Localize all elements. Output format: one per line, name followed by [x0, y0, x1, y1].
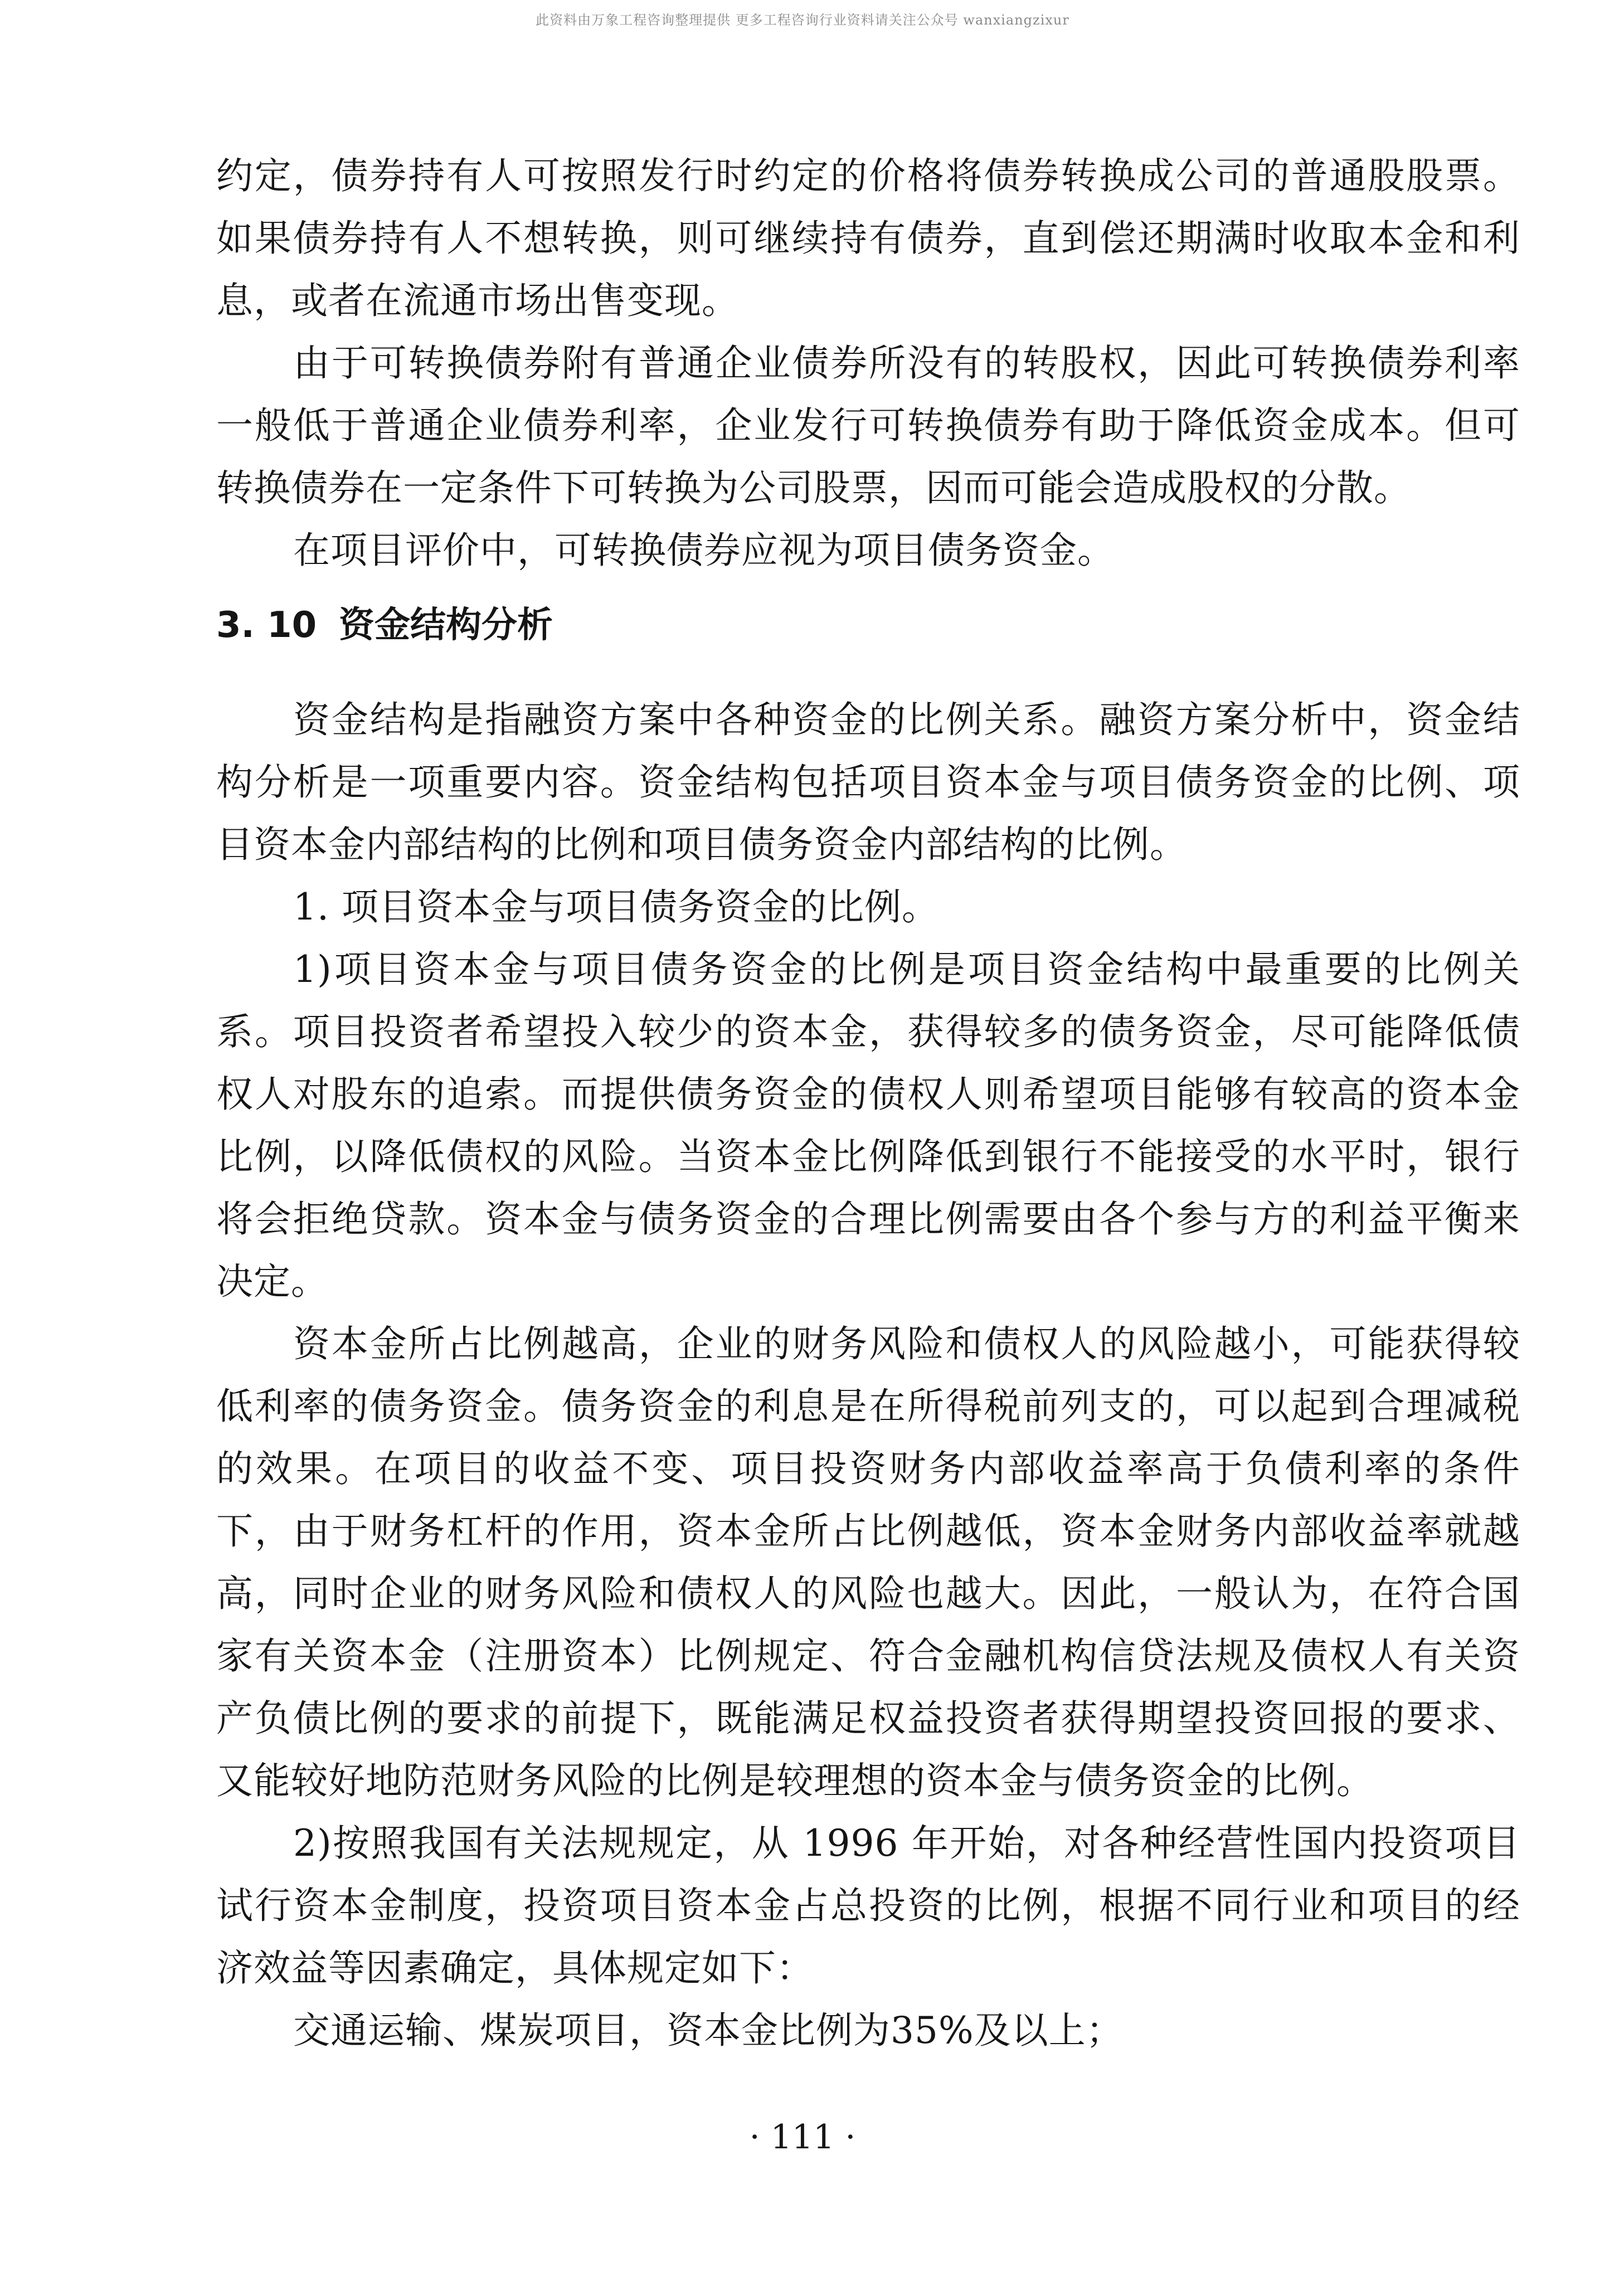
- paragraph-regulations-1996: 2)按照我国有关法规规定，从 1996 年开始，对各种经营性国内投资项目试行资本金制度，投资项目资本金占总投资的比例，根据不同行业和项目的经济效益等因素确定，具体规定如下：: [216, 1822, 1520, 1989]
- section-title: 资金结构分析: [339, 605, 553, 646]
- paragraph-convertible-bond-rate: 由于可转换债券附有普通企业债券所没有的转股权，因此可转换债券利率一般低于普通企业债券利率，企业发行可转换债券有助于降低资金成本。但可转换债券在一定条件下可转换为公司股票，因而可能会造成股权的分散。: [216, 342, 1520, 509]
- paragraph-capital-structure-definition: 资金结构是指融资方案中各种资金的比例关系。融资方案分析中，资金结构分析是一项重要内容。资金结构包括项目资本金与项目债务资金的比例、项目资本金内部结构的比例和项目债务资金内部结构的比例。: [216, 698, 1520, 866]
- header-watermark-note: 此资料由万象工程咨询整理提供 更多工程咨询行业资料请关注公众号 wanxiangzixur: [536, 12, 1069, 28]
- paragraph-transport-coal-ratio: 交通运输、煤炭项目，资本金比例为35%及以上；: [293, 2009, 1124, 2052]
- section-heading: [216, 594, 1520, 656]
- paragraph-convertible-bond-terms: 约定，债券持有人可按照发行时约定的价格将债券转换成公司的普通股股票。如果债券持有人不想转换，则可继续持有债券，直到偿还期满时收取本金和利息，或者在流通市场出售变现。: [216, 154, 1520, 322]
- list-item-1-heading: 1. 项目资本金与项目债务资金的比例。: [293, 886, 939, 928]
- section-number: 3. 10: [216, 605, 317, 646]
- page-body: [216, 145, 1520, 2062]
- paragraph-capital-debt-ratio: 1)项目资本金与项目债务资金的比例是项目资金结构中最重要的比例关系。项目投资者希望投入较少的资本金，获得较多的债务资金，尽可能降低债权人对股东的追索。而提供债务资金的债权人则希望项目能够有较高的资本金比例，以降低债权的风险。当资本金比例降低到银行不能接受的水平时，银行将会拒绝贷款。资本金与债务资金的合理比例需要由各个参与方的利益平衡来决定。: [216, 948, 1520, 1303]
- paragraph-capital-ratio-effects: 资本金所占比例越高，企业的财务风险和债权人的风险越小，可能获得较低利率的债务资金。债务资金的利息是在所得税前列支的，可以起到合理减税的效果。在项目的收益不变、项目投资财务内部收益率高于负债利率的条件下，由于财务杠杆的作用，资本金所占比例越低，资本金财务内部收益率就越高，同时企业的财务风险和债权人的风险也越大。因此，一般认为，在符合国家有关资本金（注册资本）比例规定、符合金融机构信贷法规及债权人有关资产负债比例的要求的前提下，既能满足权益投资者获得期望投资回报的要求、又能较好地防范财务风险的比例是较理想的资本金与债务资金的比例。: [216, 1322, 1520, 1802]
- page-number: · 111 ·: [749, 2118, 856, 2157]
- paragraph-convertible-bond-evaluation: 在项目评价中，可转换债券应视为项目债务资金。: [293, 529, 1115, 572]
